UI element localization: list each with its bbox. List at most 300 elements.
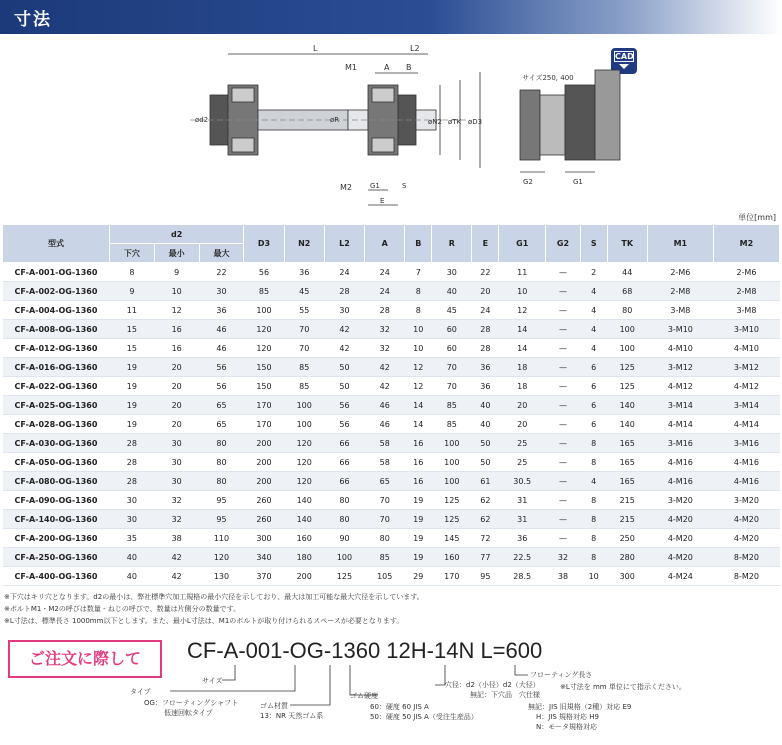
table-cell: 28 [110, 453, 155, 472]
table-cell: 44 [607, 263, 647, 282]
table-cell: 80 [199, 472, 244, 491]
header-col: E [472, 225, 499, 263]
order-label-spec-none: 無記：JIS 旧規格（2種）対応 E9 [528, 703, 632, 711]
table-cell: 70 [284, 320, 324, 339]
table-row [3, 472, 780, 491]
table-cell: 28 [324, 282, 364, 301]
model-cell: CF-A-028-OG-1360 [3, 415, 110, 434]
table-cell: 25 [499, 453, 546, 472]
table-cell: 80 [199, 434, 244, 453]
table-cell: 100 [284, 396, 324, 415]
notes [4, 591, 424, 627]
table-row [3, 529, 780, 548]
table-cell: 300 [244, 529, 284, 548]
table-cell: 68 [607, 282, 647, 301]
table-cell: 80 [607, 301, 647, 320]
table-cell: 19 [110, 415, 155, 434]
model-cell: CF-A-140-OG-1360 [3, 510, 110, 529]
table-cell: 42 [324, 320, 364, 339]
table-cell: 4-M20 [647, 510, 713, 529]
table-cell: 16 [405, 453, 432, 472]
header-col: M2 [713, 225, 779, 263]
header-col: L2 [324, 225, 364, 263]
label-m2: M2 [340, 183, 352, 192]
table-cell: 18 [499, 377, 546, 396]
table-cell: 120 [284, 434, 324, 453]
table-cell: 2-M6 [647, 263, 713, 282]
unit-label: 単位[mm] [738, 213, 776, 222]
table-cell: 14 [499, 320, 546, 339]
table-cell: — [546, 510, 581, 529]
table-cell: 8-M20 [713, 548, 779, 567]
table-cell: 36 [472, 358, 499, 377]
order-label-rubber-mat-desc: 13：NR 天然ゴム系 [260, 712, 324, 720]
table-cell: 280 [607, 548, 647, 567]
table-cell: 18 [499, 358, 546, 377]
table-cell: 16 [154, 320, 199, 339]
table-row [3, 377, 780, 396]
table-row [3, 301, 780, 320]
table-cell: — [546, 491, 581, 510]
table-cell: 6 [580, 415, 607, 434]
table-cell: — [546, 301, 581, 320]
table-cell: 30 [432, 263, 472, 282]
table-cell: 4 [580, 472, 607, 491]
table-cell: 19 [405, 529, 432, 548]
dim-l2: L2 [410, 44, 420, 53]
order-label-type: タイプ [130, 688, 151, 696]
table-cell: 3-M16 [713, 434, 779, 453]
table-cell: 8 [580, 548, 607, 567]
table-cell: 140 [284, 510, 324, 529]
table-cell: 2-M8 [647, 282, 713, 301]
table-row [3, 282, 780, 301]
table-cell: 9 [154, 263, 199, 282]
table-cell: 85 [284, 358, 324, 377]
table-cell: 200 [284, 567, 324, 586]
table-cell: 40 [472, 415, 499, 434]
table-cell: 16 [154, 339, 199, 358]
table-cell: 20 [154, 358, 199, 377]
table-cell: 10 [405, 320, 432, 339]
table-cell: 45 [432, 301, 472, 320]
note-line: ※ボルトM1・M2の呼びは数量 - ねじの呼びで、数量は片側分の数量です。 [4, 605, 241, 613]
table-cell: 50 [472, 434, 499, 453]
table-cell: 80 [324, 491, 364, 510]
table-cell: 70 [432, 377, 472, 396]
table-cell: 100 [607, 320, 647, 339]
table-cell: — [546, 320, 581, 339]
table-cell: 66 [324, 453, 364, 472]
table-cell: 8 [580, 510, 607, 529]
table-cell: 3-M14 [713, 396, 779, 415]
model-cell: CF-A-016-OG-1360 [3, 358, 110, 377]
table-cell: 3-M12 [647, 358, 713, 377]
table-cell: 10 [499, 282, 546, 301]
table-cell: 100 [432, 453, 472, 472]
table-cell: 125 [432, 491, 472, 510]
table-cell: 125 [432, 510, 472, 529]
table-cell: 38 [546, 567, 581, 586]
table-cell: 22 [472, 263, 499, 282]
table-cell: 165 [607, 453, 647, 472]
table-cell: 14 [405, 415, 432, 434]
table-cell: 35 [110, 529, 155, 548]
order-title: ご注文に際して [8, 640, 162, 678]
order-label-bore: 穴径：d2（小径）d2（大径） [445, 681, 540, 689]
dim-g1: G1 [370, 182, 380, 190]
table-cell: 2 [580, 263, 607, 282]
dim-s: S [402, 182, 407, 190]
table-cell: 90 [324, 529, 364, 548]
table-cell: 30 [199, 282, 244, 301]
table-cell: 95 [199, 510, 244, 529]
table-cell: 36 [284, 263, 324, 282]
table-cell: 110 [199, 529, 244, 548]
table-cell: 55 [284, 301, 324, 320]
table-cell: 11 [110, 301, 155, 320]
table-cell: 80 [324, 510, 364, 529]
header-d2: d2 [110, 225, 244, 244]
table-cell: 40 [110, 567, 155, 586]
table-cell: 3-M8 [713, 301, 779, 320]
table-cell: 300 [607, 567, 647, 586]
table-cell: 30 [110, 491, 155, 510]
table-cell: 56 [199, 377, 244, 396]
table-cell: 95 [199, 491, 244, 510]
table-cell: 61 [472, 472, 499, 491]
table-cell: 19 [110, 396, 155, 415]
table-cell: 45 [284, 282, 324, 301]
header-col: N2 [284, 225, 324, 263]
dim-e: E [380, 197, 385, 205]
table-cell: 56 [244, 263, 284, 282]
table-cell: 10 [154, 282, 199, 301]
model-cell: CF-A-250-OG-1360 [3, 548, 110, 567]
table-cell: 46 [365, 415, 405, 434]
table-cell: 19 [110, 358, 155, 377]
model-cell: CF-A-200-OG-1360 [3, 529, 110, 548]
table-cell: 7 [405, 263, 432, 282]
table-cell: 24 [324, 263, 364, 282]
table-cell: 100 [607, 339, 647, 358]
table-cell: 2-M6 [713, 263, 779, 282]
table-cell: 20 [154, 377, 199, 396]
table-cell: 36 [472, 377, 499, 396]
table-cell: 42 [154, 548, 199, 567]
table-cell: 65 [365, 472, 405, 491]
table-cell: 215 [607, 491, 647, 510]
table-cell: 56 [324, 396, 364, 415]
header-col: G1 [499, 225, 546, 263]
table-cell: 130 [199, 567, 244, 586]
header-col: D3 [244, 225, 284, 263]
table-cell: 22.5 [499, 548, 546, 567]
table-cell: 3-M16 [647, 434, 713, 453]
table-cell: 8 [580, 491, 607, 510]
model-cell: CF-A-008-OG-1360 [3, 320, 110, 339]
table-cell: — [546, 263, 581, 282]
model-cell: CF-A-050-OG-1360 [3, 453, 110, 472]
table-cell: 125 [324, 567, 364, 586]
table-cell: 250 [607, 529, 647, 548]
header-col: R [432, 225, 472, 263]
table-cell: 160 [432, 548, 472, 567]
table-cell: 31 [499, 491, 546, 510]
table-cell: 24 [365, 282, 405, 301]
table-cell: 30.5 [499, 472, 546, 491]
table-cell: 4-M12 [713, 377, 779, 396]
order-label-type-desc2: 低速回転タイプ [164, 709, 213, 717]
table-cell: 370 [244, 567, 284, 586]
table-cell: 66 [324, 472, 364, 491]
spec-table [2, 224, 780, 586]
table-cell: 100 [284, 415, 324, 434]
table-cell: — [546, 396, 581, 415]
table-cell: 42 [365, 377, 405, 396]
table-cell: 4-M20 [713, 529, 779, 548]
table-cell: 125 [607, 358, 647, 377]
table-cell: 3-M10 [713, 320, 779, 339]
table-cell: 16 [405, 472, 432, 491]
table-cell: 20 [499, 396, 546, 415]
table-cell: 4-M16 [647, 472, 713, 491]
table-cell: 10 [580, 567, 607, 586]
table-cell: 100 [324, 548, 364, 567]
table-cell: 32 [546, 548, 581, 567]
table-cell: 30 [154, 453, 199, 472]
table-row [3, 396, 780, 415]
table-cell: 200 [244, 453, 284, 472]
header-col: B [405, 225, 432, 263]
table-cell: 150 [244, 358, 284, 377]
table-cell: 170 [432, 567, 472, 586]
table-cell: 50 [324, 377, 364, 396]
model-cell: CF-A-012-OG-1360 [3, 339, 110, 358]
table-cell: 28 [472, 320, 499, 339]
table-cell: 80 [199, 453, 244, 472]
table-cell: 70 [365, 491, 405, 510]
table-cell: 28.5 [499, 567, 546, 586]
table-cell: 4 [580, 282, 607, 301]
model-cell: CF-A-030-OG-1360 [3, 434, 110, 453]
table-cell: 20 [154, 396, 199, 415]
table-cell: 3-M10 [647, 320, 713, 339]
header-model: 型式 [3, 225, 110, 263]
note-line: ※下穴はキリ穴となります。d2の最小は、弊社標準穴加工規格の最小穴径を示しており、最大は加工可能な最大穴径を示しています。 [4, 593, 424, 601]
table-cell: 15 [110, 320, 155, 339]
table-cell: 24 [365, 263, 405, 282]
dim-a: A [384, 63, 390, 72]
table-cell: 3-M12 [713, 358, 779, 377]
order-label-bore-none: 無記：下穴品 穴仕様 [470, 691, 540, 699]
table-cell: 8 [405, 301, 432, 320]
note-line: ※L寸法は、標準長さ 1000mm以下とします。また、最小L寸法は、M1のボルトが取り付けられるスペースが必要となります。 [4, 617, 404, 625]
table-cell: 65 [199, 396, 244, 415]
table-cell: 28 [110, 472, 155, 491]
table-cell: 50 [324, 358, 364, 377]
table-cell: — [546, 529, 581, 548]
model-cell: CF-A-004-OG-1360 [3, 301, 110, 320]
table-cell: 40 [432, 282, 472, 301]
table-cell: — [546, 339, 581, 358]
model-cell: CF-A-001-OG-1360 [3, 263, 110, 282]
table-cell: 200 [244, 434, 284, 453]
table-cell: 28 [472, 339, 499, 358]
table-cell: 30 [110, 510, 155, 529]
table-cell: 12 [405, 377, 432, 396]
table-cell: 50 [472, 453, 499, 472]
table-cell: 32 [154, 510, 199, 529]
table-cell: 150 [244, 377, 284, 396]
table-cell: 85 [284, 377, 324, 396]
table-row [3, 510, 780, 529]
table-cell: 56 [324, 415, 364, 434]
table-row [3, 358, 780, 377]
section-header [0, 0, 782, 34]
table-cell: 42 [154, 567, 199, 586]
spec-table-body [3, 263, 780, 586]
table-cell: 42 [324, 339, 364, 358]
table-cell: 8 [110, 263, 155, 282]
table-cell: 8 [580, 529, 607, 548]
table-cell: 200 [244, 472, 284, 491]
dim-r: øR [330, 116, 340, 124]
table-cell: 80 [365, 529, 405, 548]
dim-g2: G2 [523, 178, 533, 186]
table-cell: 20 [154, 415, 199, 434]
table-cell: 140 [284, 491, 324, 510]
table-cell: 145 [432, 529, 472, 548]
table-row [3, 491, 780, 510]
table-cell: 4-M10 [647, 339, 713, 358]
order-label-hardness-50: 50：硬度 50 JIS A（受注生産品） [370, 713, 478, 721]
table-cell: — [546, 282, 581, 301]
table-cell: 140 [607, 396, 647, 415]
table-row [3, 339, 780, 358]
table-cell: 170 [244, 415, 284, 434]
table-cell: 4-M24 [647, 567, 713, 586]
table-cell: 12 [405, 358, 432, 377]
table-cell: 160 [284, 529, 324, 548]
table-cell: 215 [607, 510, 647, 529]
table-cell: 58 [365, 453, 405, 472]
header-col: S [580, 225, 607, 263]
table-cell: 32 [365, 339, 405, 358]
table-cell: 165 [607, 472, 647, 491]
table-cell: 56 [199, 358, 244, 377]
table-cell: 2-M8 [713, 282, 779, 301]
table-row [3, 567, 780, 586]
table-cell: 29 [405, 567, 432, 586]
model-cell: CF-A-080-OG-1360 [3, 472, 110, 491]
table-cell: 120 [284, 453, 324, 472]
order-label-floating-note: ※L寸法を mm 単位にて指示ください。 [560, 683, 686, 691]
table-cell: 77 [472, 548, 499, 567]
header-col: A [365, 225, 405, 263]
dim-n2: øN2 [428, 118, 442, 126]
dim-d2: ød2 [195, 116, 209, 124]
order-label-size: サイズ [202, 677, 223, 685]
table-cell: 19 [110, 377, 155, 396]
model-cell: CF-A-400-OG-1360 [3, 567, 110, 586]
table-cell: 22 [199, 263, 244, 282]
table-cell: 46 [365, 396, 405, 415]
table-cell: 20 [499, 415, 546, 434]
table-cell: 4-M16 [647, 453, 713, 472]
order-label-spec-n: N：モータ規格対応 [536, 723, 597, 731]
table-cell: 8 [580, 453, 607, 472]
table-cell: 340 [244, 548, 284, 567]
table-row [3, 434, 780, 453]
table-cell: 60 [432, 339, 472, 358]
table-row [3, 263, 780, 282]
table-cell: 4 [580, 339, 607, 358]
model-cell: CF-A-090-OG-1360 [3, 491, 110, 510]
table-cell: 62 [472, 510, 499, 529]
table-cell: 4 [580, 301, 607, 320]
table-cell: 65 [199, 415, 244, 434]
label-m1: M1 [345, 63, 357, 72]
table-cell: 85 [244, 282, 284, 301]
table-cell: 4-M10 [713, 339, 779, 358]
cad-label: CAD [615, 52, 634, 61]
model-cell: CF-A-025-OG-1360 [3, 396, 110, 415]
table-cell: 4-M16 [713, 472, 779, 491]
table-cell: 28 [365, 301, 405, 320]
table-cell: 58 [365, 434, 405, 453]
table-cell: 4 [580, 320, 607, 339]
table-cell: — [546, 434, 581, 453]
model-cell: CF-A-002-OG-1360 [3, 282, 110, 301]
header-d2-sub: 最小 [154, 244, 199, 263]
table-cell: 10 [405, 339, 432, 358]
table-cell: 120 [244, 339, 284, 358]
table-cell: 170 [244, 396, 284, 415]
table-cell: 16 [405, 434, 432, 453]
table-cell: 12 [154, 301, 199, 320]
table-cell: 260 [244, 491, 284, 510]
table-cell: 19 [405, 491, 432, 510]
table-cell: 15 [110, 339, 155, 358]
table-cell: — [546, 377, 581, 396]
table-cell: 4-M20 [647, 548, 713, 567]
header-col: G2 [546, 225, 581, 263]
table-cell: 12 [499, 301, 546, 320]
table-cell: 120 [284, 472, 324, 491]
table-cell: 14 [499, 339, 546, 358]
table-cell: 100 [432, 434, 472, 453]
dim-g1-section: G1 [573, 178, 583, 186]
table-cell: 180 [284, 548, 324, 567]
table-cell: 8 [580, 434, 607, 453]
order-label-floating: フローティング長さ [530, 671, 593, 679]
size-note: サイズ250, 400 [522, 74, 574, 82]
table-cell: 4-M14 [713, 415, 779, 434]
table-cell: 20 [472, 282, 499, 301]
table-cell: 62 [472, 491, 499, 510]
table-cell: — [546, 453, 581, 472]
table-cell: 70 [365, 510, 405, 529]
table-row [3, 453, 780, 472]
table-cell: 100 [244, 301, 284, 320]
table-cell: 100 [432, 472, 472, 491]
table-cell: 24 [472, 301, 499, 320]
table-cell: 4-M16 [713, 453, 779, 472]
table-cell: — [546, 472, 581, 491]
table-cell: 8 [405, 282, 432, 301]
order-label-type-desc: OG：フローティングシャフト [144, 699, 239, 707]
